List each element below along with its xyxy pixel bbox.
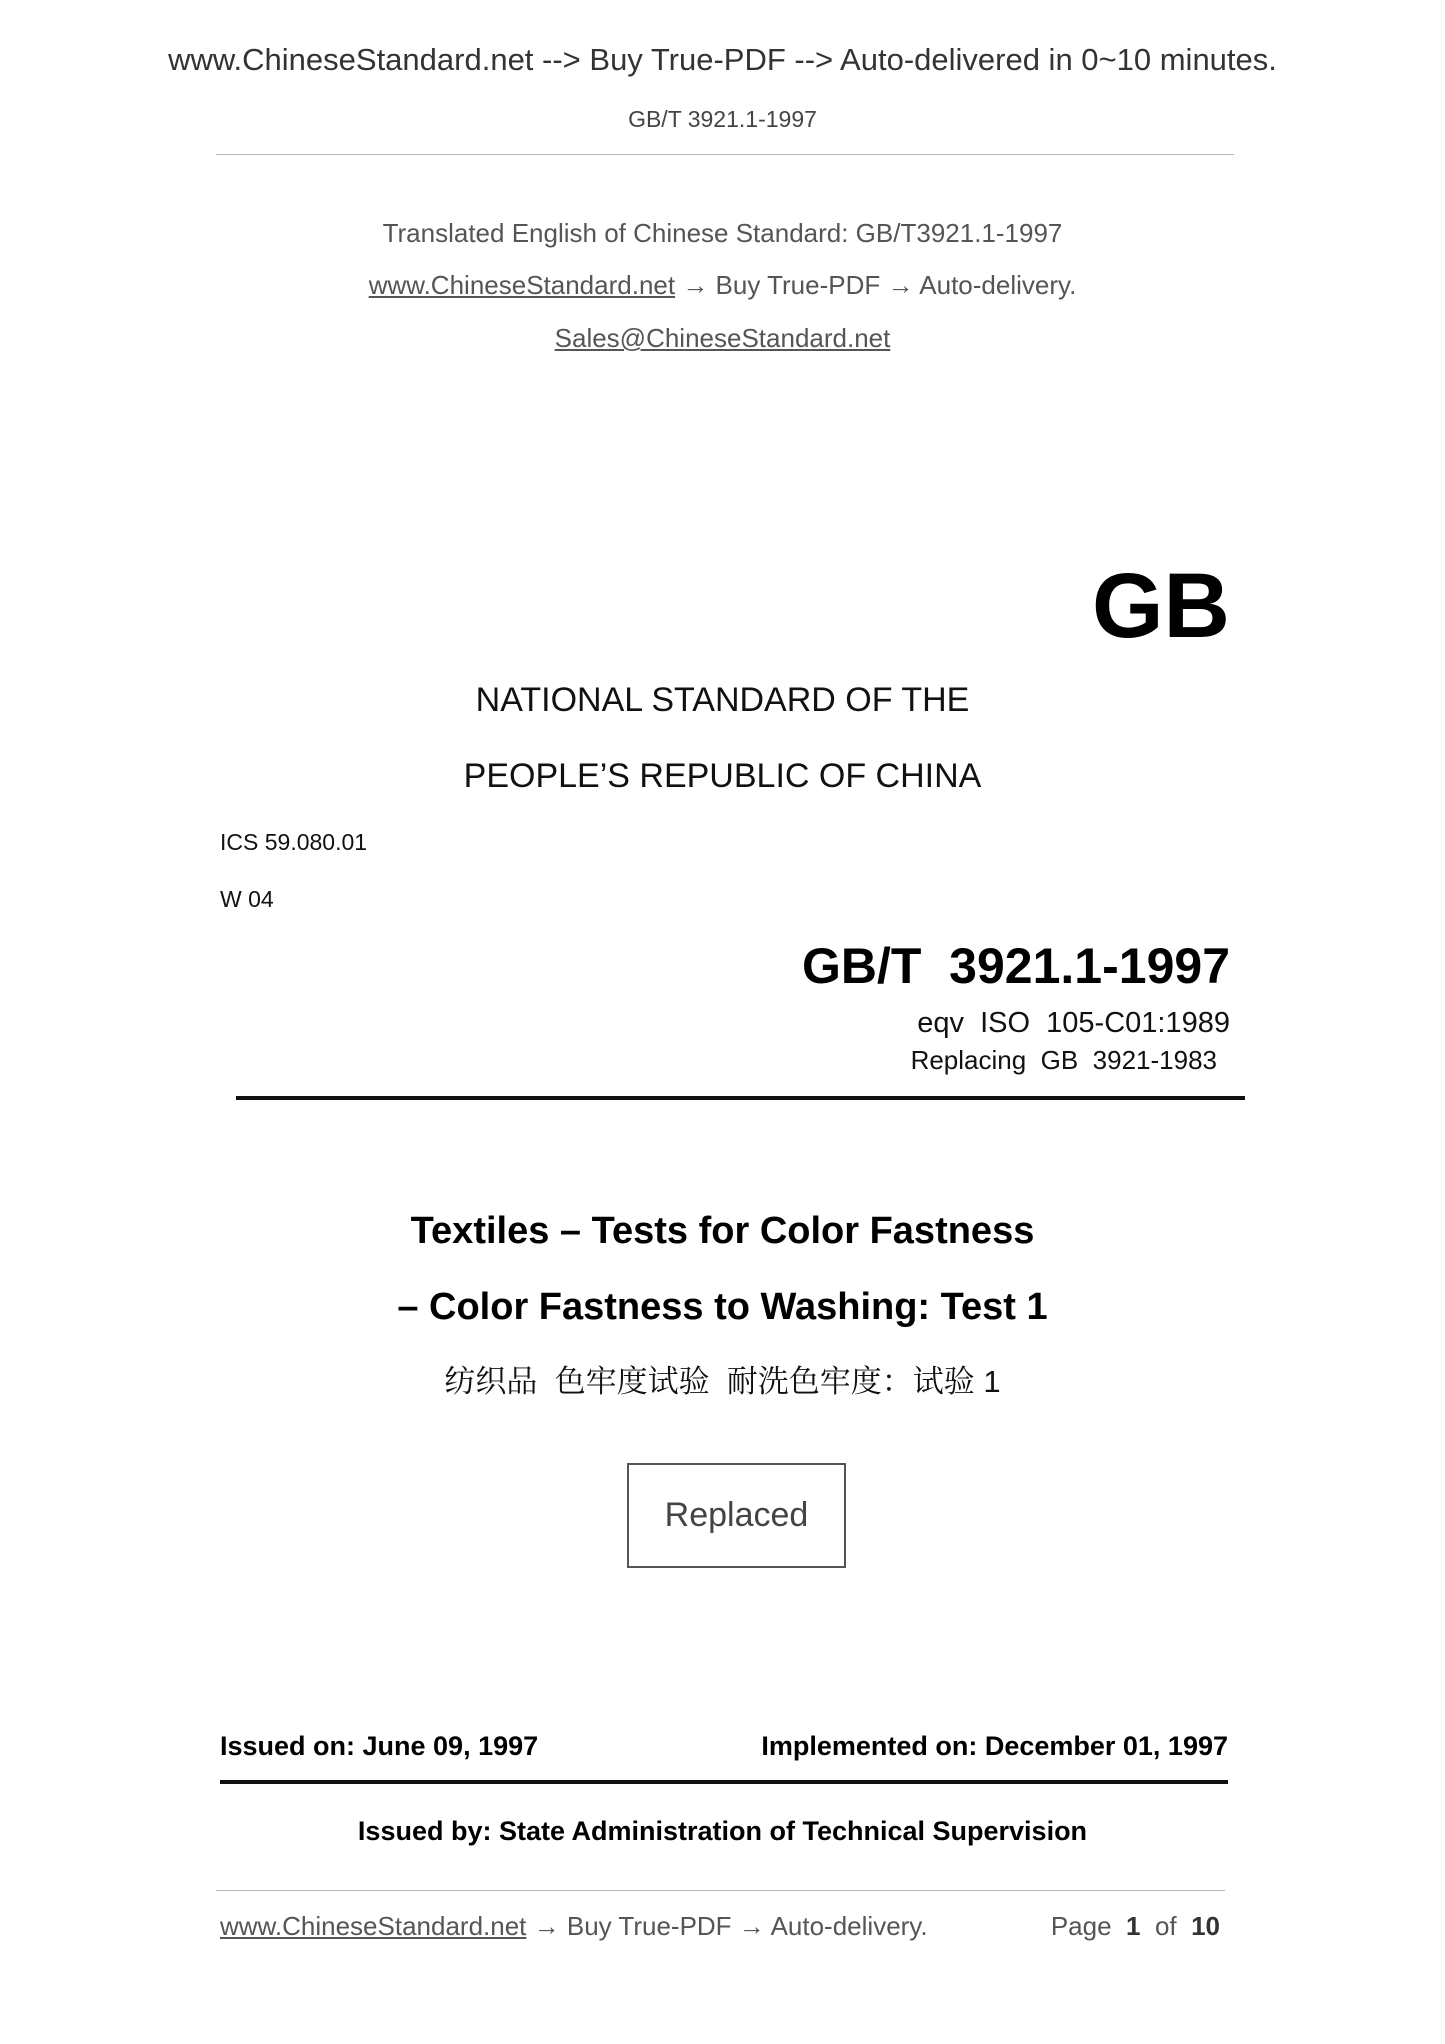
national-standard-line-2: PEOPLE’S REPUBLIC OF CHINA [463, 757, 982, 795]
footer-link-line [220, 1911, 928, 1941]
chinese-title: 纺织品 色牢度试验 耐洗色牢度：试验 1 [444, 1364, 1001, 1399]
page-indicator [1051, 1911, 1220, 1941]
footer-site-link[interactable]: www.ChineseStandard.net [220, 1911, 527, 1941]
footer-delivery-text: → Buy True-PDF → Auto-delivery. [526, 1911, 928, 1941]
equivalence-note: eqv ISO 105-C01:1989 [917, 1007, 1230, 1039]
title-line-2: – Color Fastness to Washing: Test 1 [397, 1286, 1048, 1328]
title-line-1: Textiles – Tests for Color Fastness [410, 1210, 1035, 1252]
site-link[interactable]: www.ChineseStandard.net [368, 270, 676, 300]
delivery-text: → Buy True-PDF → Auto-delivery. [675, 270, 1077, 300]
email-line [0, 323, 1445, 353]
issued-on-date: Issued on: June 09, 1997 [220, 1731, 539, 1761]
issuing-authority: Issued by: State Administration of Technical Supervision [357, 1816, 1088, 1846]
footer-divider [216, 1890, 1225, 1891]
standard-number: GB/T 3921.1-1997 [801, 938, 1230, 994]
title-divider [236, 1096, 1245, 1100]
translation-note: Translated English of Chinese Standard: GB/T3921.1-1997 [382, 218, 1063, 248]
status-badge [627, 1463, 846, 1568]
dates-divider [220, 1780, 1228, 1784]
page-total: 10 [1191, 1911, 1220, 1941]
of-label: of [1154, 1911, 1177, 1941]
email-link[interactable]: Sales@ChineseStandard.net [554, 323, 891, 353]
running-header-code: GB/T 3921.1-1997 [628, 106, 817, 132]
replacing-note: Replacing GB 3921-1983 [910, 1045, 1217, 1075]
gb-logo: GB [1092, 555, 1230, 657]
page-label: Page [1050, 1911, 1112, 1941]
page-number: 1 [1126, 1911, 1141, 1941]
top-banner: www.ChineseStandard.net --> Buy True-PDF --> Auto-delivered in 0~10 minutes. [168, 42, 1277, 77]
implemented-on-date: Implemented on: December 01, 1997 [761, 1731, 1228, 1761]
intro-link-line [0, 270, 1445, 300]
ccs-code: W 04 [220, 886, 274, 912]
status-label: Replaced [664, 1496, 809, 1534]
national-standard-line-1: NATIONAL STANDARD OF THE [475, 681, 970, 719]
ics-code: ICS 59.080.01 [220, 829, 368, 855]
header-divider [216, 154, 1234, 155]
